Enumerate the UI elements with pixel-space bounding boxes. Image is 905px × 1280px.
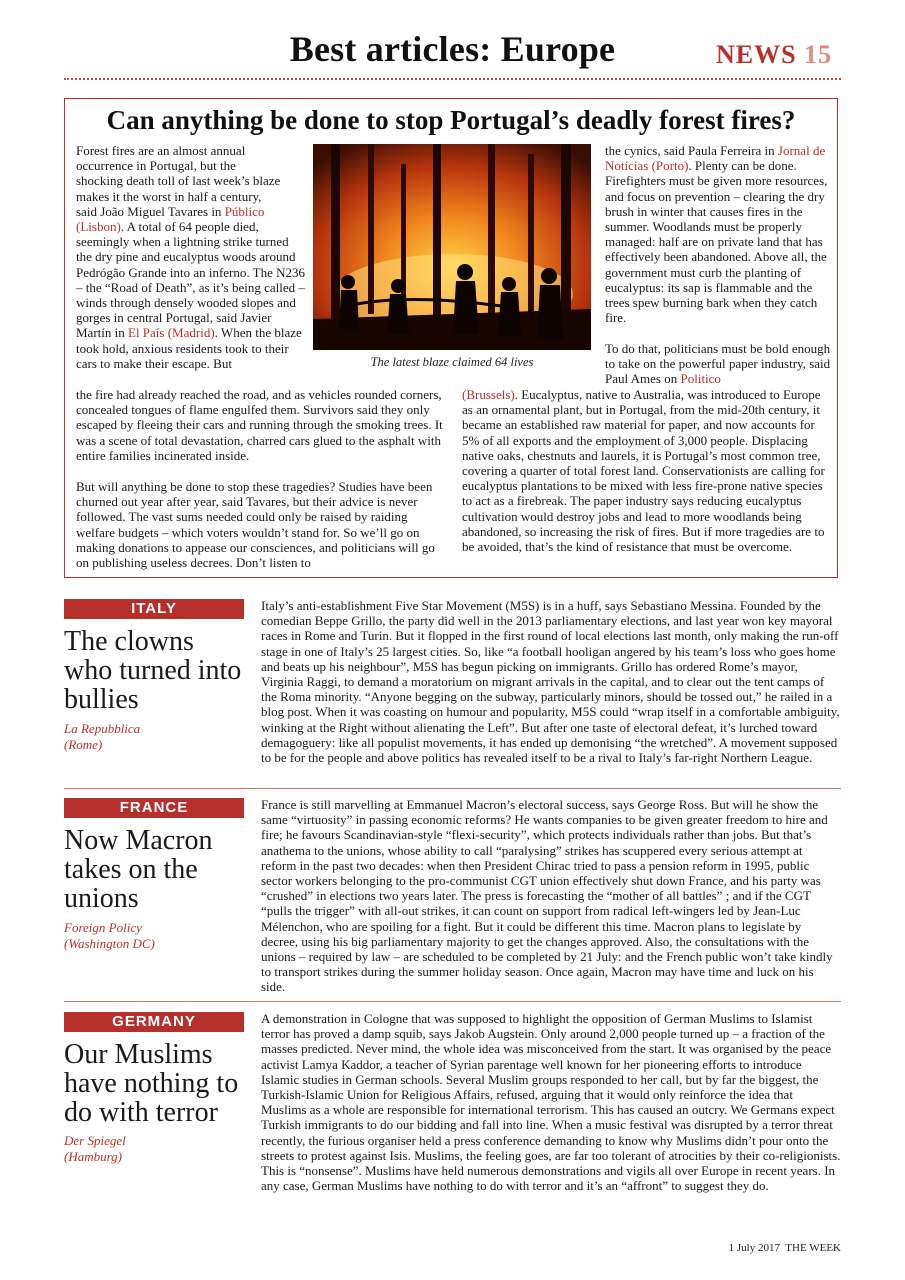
source-city: (Washington DC) [64, 936, 155, 951]
country-label-france: FRANCE [64, 798, 244, 818]
feature-text: the cynics, said Paula Ferreira in [605, 143, 778, 158]
header-divider [64, 78, 841, 80]
story-source-germany [64, 1133, 249, 1165]
story-source-italy [64, 721, 249, 753]
story-body-france: France is still marvelling at Emmanuel Macron’s electoral success, says George Ross. But will he show the same “virtuosity” in passing economic reforms? He wants companies to be given greater freedom to hire and fire; he favours Scandinavian-style “flexi-security”, which protects individuals rather than jobs. But that’s anathema to the unions, whose ability to call “paralysing” strikes has scuppered every serious attempt at reform in the past two decades: when then President Chirac tried to pass a pension reform in 1995, public sector workers belonging to the pro-communist CGT union effectively shut down France, and his party was “crushed” in elections two years later. The press is forecasting the “mother of all battles” ; and if the CGT “pulls the trigger” with all-out strikes, it can count on support from radical left-wingers led by Jean-Luc Mélenchon, who are spoiling for a fight. But it could be different this time. Macron plans to legislate by decree, using his big parliamentary majority to get the changes approved. Also, the consultations with the unions – required by law – are scheduled to be completed by 21 July: and the French public won’t take kindly to transport strikes during the summer holiday season. Once again, Macron may have time and luck on his side. [261, 797, 833, 995]
section-name: NEWS [716, 40, 797, 69]
feature-text: . Eucalyptus, native to Australia, was introduced to Europe as an ornamental plant, but in Portugal, from the mid-20th century, it became an established raw material for paper, and now accounts for 5% of all exports and the employment of 3,000 people. Displacing native oaks, chestnuts and laurels, it is Portugal’s most common tree, covering a quarter of total forest land. Conservationists are calling for eucalyptus plantations to be mixed with less fire-prone native species to act as a firebreak. The paper industry says reducing eucalyptus cultivation would destroy jobs and lead to more woodlands being abandoned, so increasing the risk of fires. But if more tragedies are to be avoided, that’s the kind of resistance that must be overcome. [462, 387, 825, 555]
feature-col1-bottom-p2: But will anything be done to stop these tragedies? Studies have been churned out year after year, said Tavares, but their advice is never followed. The vast sums needed could only be raised by raiding welfare budgets – which voters wouldn’t stand for. So we’ll go on making donations to appease our consciences, and politicians will go on publishing useless decrees. Don’t listen to [76, 479, 435, 571]
source-brussels: (Brussels) [462, 387, 515, 402]
feature-text: . When the blaze took hold, anxious residents took to their cars to make their escape. But [76, 325, 302, 371]
story-body-italy: Italy’s anti-establishment Five Star Movement (M5S) is in a huff, says Sebastiano Messina. Founded by the comedian Beppe Grillo, the party did well in the 2013 parliamentary elections, and last year won key mayoral races in Rome and Turin. But it flopped in the first round of local elections last month, only making the run-off stage in one of Italy’s 25 largest cities. So, like “a football hooligan angered by his team’s loss who goes home and beats up his neighbour”, M5S has begun picking on immigrants. Grillo has ordered Rome’s mayor, Virginia Raggi, to demand a moratorium on migrant arrivals in the capital, and to clear out the tent camps of the Roma minority. “Anyone begging on the subway, particularly minors, should be tossed out,” he railed in a blog post. When it was coasting on humour and popularity, M5S could “wrap itself in a comfortable ambiguity, winking at the Right without alienating the Left”. But after one taste of electoral defeat, it’s lurched toward demagoguery: like all populist movements, it has ended up demonising “the wretched”. A movement supposed to be for the people and above politics has revealed itself to be a rival to Italy’s far-right Northern League. [261, 598, 840, 766]
source-politico: Politico [680, 371, 721, 387]
feature-text-line: shocking death toll of last week’s blaze [76, 173, 281, 189]
story-divider [64, 1001, 841, 1002]
story-headline-france: Now Macron takes on the unions [64, 825, 213, 914]
source-name: La Repubblica [64, 721, 141, 736]
source-city: (Rome) [64, 737, 103, 752]
page-number: 15 [804, 40, 833, 69]
story-source-france [64, 920, 249, 952]
feature-text-line: Forest fires are an almost annual [76, 143, 246, 158]
story-headline-germany: Our Muslims have nothing to do with terror [64, 1039, 239, 1128]
source-el-pais: El País (Madrid) [128, 325, 215, 341]
feature-text: . Plenty can be done. Firefighters must be given more resources, and focus on prevention – clearing the dry brush in winter that causes fires in the summer. Woodlands must be properly managed: half are on private land that has effectively been abandoned. Above all, the government must curb the planting of eucalyptus: its sap is flammable and the trees spew burning bark when they catch fire. [605, 158, 828, 326]
feature-text: . A total of 64 people died, seemingly when a lightning strike turned the dry pine and eucalyptus woods around Pedrógão Grande into an inferno. The N236 – the “Road of Death”, as it’s being called – winds through densely wooded slopes and gorges in central Portugal, said Javier Martín in [76, 219, 306, 341]
source-name: Der Spiegel [64, 1133, 126, 1148]
feature-col3-top [605, 143, 831, 386]
photo-caption: The latest blaze claimed 64 lives [370, 355, 534, 369]
source-city: (Hamburg) [64, 1149, 123, 1164]
source-jornal-de-noticias: Jornal de Notícias (Porto) [605, 143, 826, 174]
story-body-germany: A demonstration in Cologne that was supposed to highlight the opposition of German Muslims to Islamist terror has proved a damp squib, says Jakob Augstein. Only around 2,000 people turned up – a fraction of the masses predicted. Never mind, the whole idea was misconceived from the start. It was organised by the peace activist Lamya Kaddor, a teacher of Syrian parentage well known for her pioneering efforts to introduce Islamic studies in German schools. Several Muslim groups responded to her call, but by far the biggest, the Turkish-Islamic Union for Religious Affairs, refused, arguing that it would only reinforce the idea that Muslims as a whole are responsible for international terrorism. This has caused an outcry. We Germans expect Turkish immigrants to do our bidding and fall into line. When a music festival was disrupted by a terror threat recently, the furious organiser held a press conference demanding to know why Muslims didn’t pour onto the streets to protest against Isis. Muslims, the feeling goes, are far too tolerant of atrocities by their co-religionists. This is “nonsense”. Muslims have held numerous demonstrations and vigils all over Europe in recent years. In any case, German Muslims have nothing to do with terror and it’s an “affront” to suggest they do. [261, 1011, 841, 1194]
issue-date: 1 July 2017 [728, 1242, 780, 1254]
page-title: Best articles: Europe [289, 29, 616, 69]
feature-headline: Can anything be done to stop Portugal’s deadly forest fires? [106, 105, 796, 135]
country-label-italy: ITALY [64, 599, 244, 619]
forest-fire-photo [313, 144, 591, 350]
feature-col1-top [76, 143, 306, 371]
country-label-germany: GERMANY [64, 1012, 244, 1032]
feature-article [64, 98, 838, 578]
feature-text: To do that, politicians must be bold enough to take on the powerful paper industry, said Paul Ames on [605, 340, 831, 387]
feature-col1-bottom-p1: the fire had already reached the road, and as vehicles rounded corners, concealed tongues of flame engulfed them. Survivors said they only escaped by fleeing their cars and running through the smoking trees. It was a scene of total devastation, charred cars glued to the asphalt with entire families incinerated inside. [76, 387, 443, 463]
publication-name: THE WEEK [785, 1242, 841, 1254]
feature-text-line: said João Miguel Tavares in [76, 203, 225, 219]
section-label [716, 40, 832, 70]
feature-text-line: occurrence in Portugal, but the [76, 158, 236, 174]
feature-col2-bottom [462, 387, 832, 554]
source-publico: Público (Lisbon) [76, 203, 265, 235]
source-name: Foreign Policy [64, 920, 142, 935]
forest-fire-illustration [313, 144, 591, 350]
feature-text-line: makes it the worst in half a century, [76, 188, 262, 204]
story-headline-italy: The clowns who turned into bullies [64, 626, 242, 715]
page-footer [729, 1242, 841, 1254]
story-divider [64, 788, 841, 789]
